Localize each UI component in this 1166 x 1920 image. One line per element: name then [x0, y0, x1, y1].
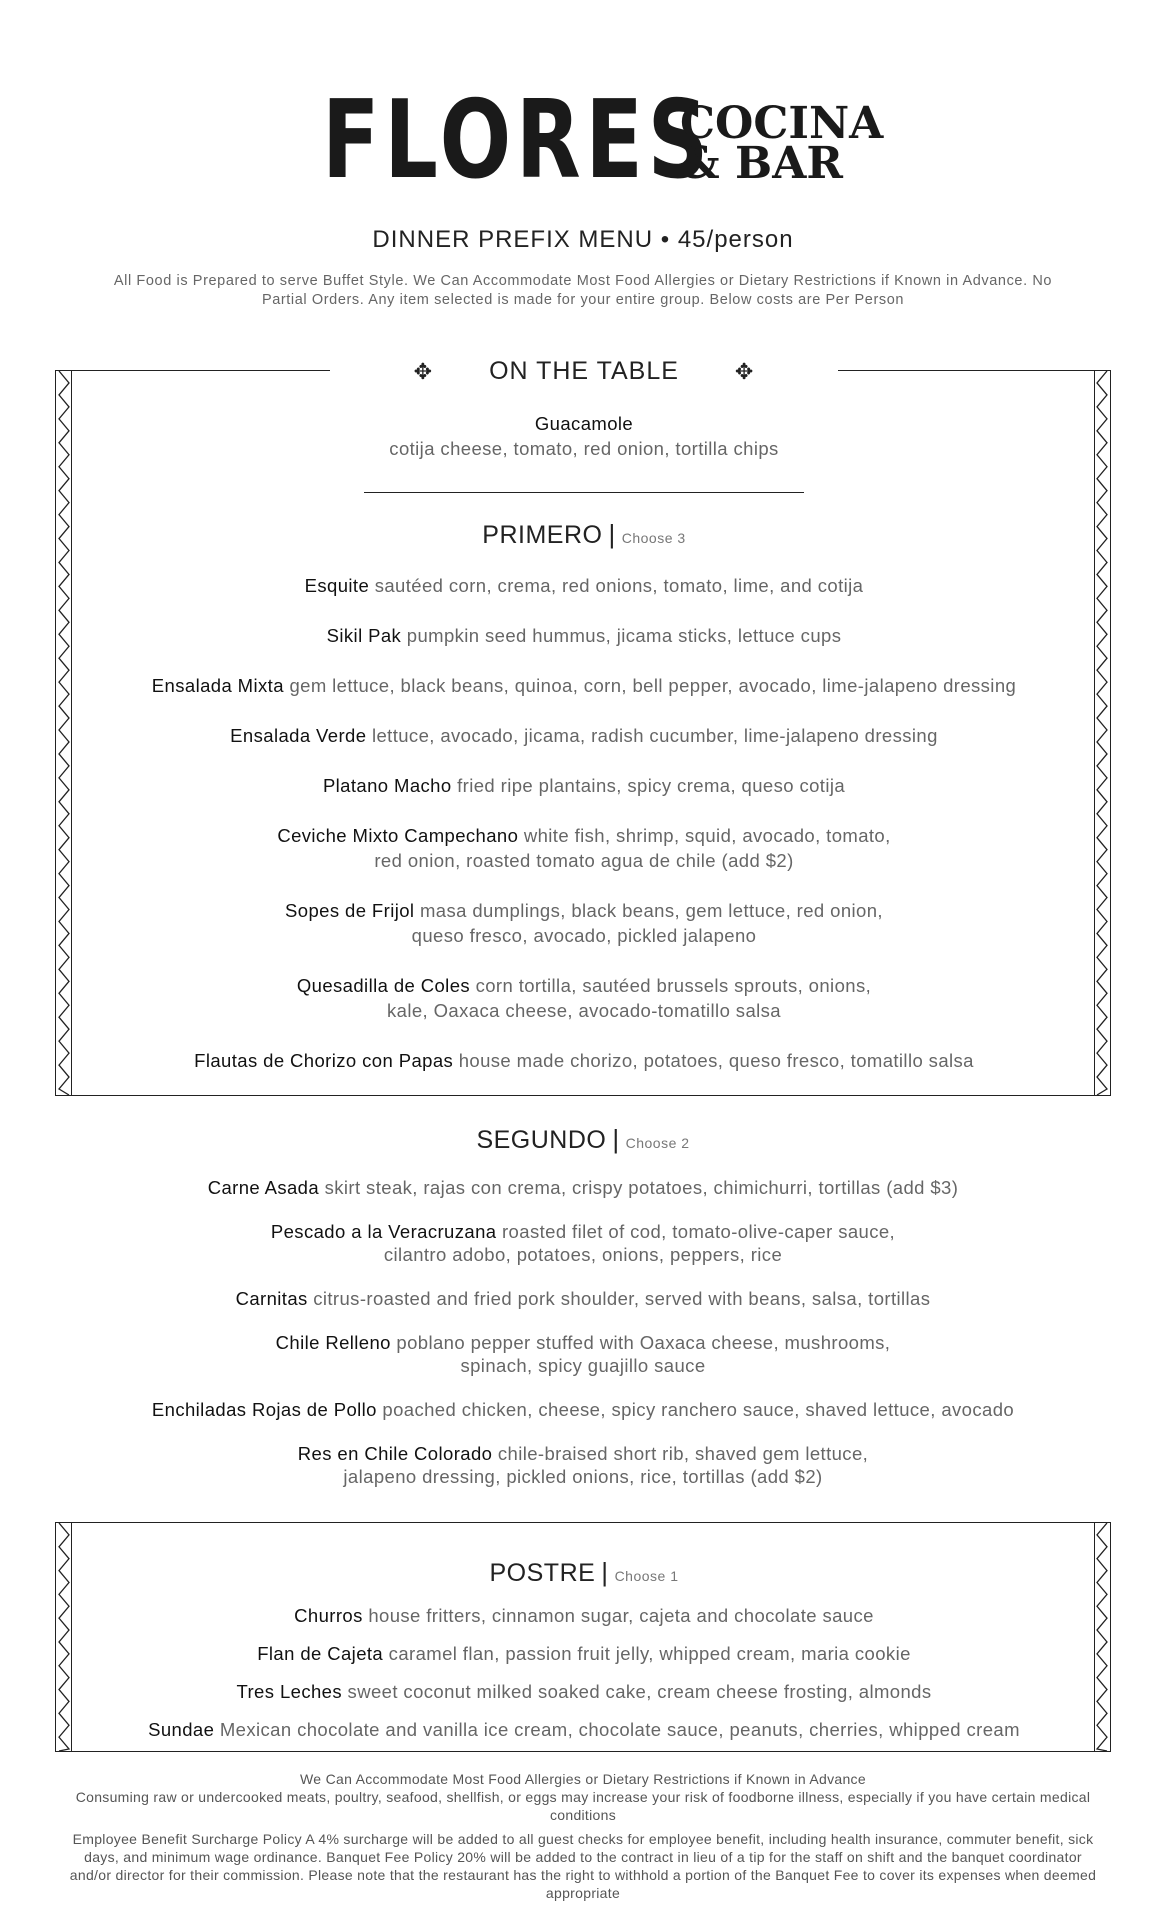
menu-item-name: Ceviche Mixto Campechano: [277, 825, 519, 846]
menu-item-description: Mexican chocolate and vanilla ice cream, chocolate sauce, peanuts, cherries, whipped cream: [219, 1719, 1020, 1740]
menu-item-description: lettuce, avocado, jicama, radish cucumber, lime-jalapeno dressing: [371, 725, 938, 746]
menu-item-description: skirt steak, rajas con crema, crispy potatoes, chimichurri, tortillas (add $3): [324, 1177, 959, 1198]
menu-item: [56, 723, 1112, 748]
postre-choose: Choose 1: [614, 1568, 679, 1584]
section-title-on-the-table: ON THE TABLE: [489, 357, 679, 385]
surcharge-policy-note: Employee Benefit Surcharge Policy A 4% surcharge will be added to all guest checks for employee benefit, including health insurance, commuter benefit, sick days, and minimum wage ordinance. Banquet Fee Policy 20% will be added to the contract in lieu of a tip for the staff on shift and the banquet coordinator and/or director for their commission. Please note that the restaurant has the right to withhold a portion of the Banquet Fee to cover its expenses when deemed appropriate: [69, 1831, 1097, 1901]
menu-item-name: Flan de Cajeta: [257, 1643, 384, 1664]
menu-item: [55, 1397, 1111, 1422]
menu-item-description-cont: spinach, spicy guajillo sauce: [460, 1355, 706, 1376]
menu-item: [56, 973, 1112, 1023]
segundo-choose: Choose 2: [625, 1135, 690, 1151]
menu-item-name: Quesadilla de Coles: [296, 975, 471, 996]
menu-item-name: Churros: [294, 1605, 363, 1626]
allergy-note: We Can Accommodate Most Food Allergies or Dietary Restrictions if Known in Advance: [300, 1771, 866, 1787]
primero-title: PRIMERO: [482, 521, 603, 549]
menu-item-description-cont: kale, Oaxaca cheese, avocado-tomatillo salsa: [387, 1000, 781, 1021]
menu-item-name: Platano Macho: [322, 775, 452, 796]
segundo-title: SEGUNDO: [476, 1126, 607, 1154]
menu-item-description-cont: jalapeno dressing, pickled onions, rice, tortillas (add $2): [343, 1466, 823, 1487]
menu-item-name: Res en Chile Colorado: [297, 1443, 493, 1464]
menu-item-description: corn tortilla, sautéed brussels sprouts, onions,: [475, 975, 872, 996]
menu-item-description: house fritters, cinnamon sugar, cajeta and chocolate sauce: [368, 1605, 874, 1626]
menu-item-description-cont: red onion, roasted tomato agua de chile (add $2): [374, 850, 794, 871]
menu-item-description: chile-braised short rib, shaved gem lettuce,: [497, 1443, 869, 1464]
menu-item: [56, 898, 1112, 948]
menu-item: [56, 1641, 1112, 1666]
menu-item: [55, 1220, 1111, 1266]
menu-item-name: Flautas de Chorizo con Papas: [194, 1050, 454, 1071]
menu-item-description: caramel flan, passion fruit jelly, whipped cream, maria cookie: [388, 1643, 911, 1664]
menu-item-description: poblano pepper stuffed with Oaxaca cheese, mushrooms,: [396, 1332, 891, 1353]
menu-item-name: Carnitas: [235, 1288, 308, 1309]
menu-item-description-cont: queso fresco, avocado, pickled jalapeno: [411, 925, 757, 946]
menu-item: [56, 1679, 1112, 1704]
menu-item: [56, 773, 1112, 798]
menu-item-description: sautéed corn, crema, red onions, tomato, lime, and cotija: [374, 575, 864, 596]
primero-choose: Choose 3: [621, 530, 686, 546]
menu-item: [56, 1717, 1112, 1742]
menu-item: [55, 1175, 1111, 1200]
menu-title: DINNER PREFIX MENU • 45/person: [372, 226, 794, 253]
menu-item-description: masa dumplings, black beans, gem lettuce, red onion,: [419, 900, 883, 921]
menu-item-description: citrus-roasted and fried pork shoulder, served with beans, salsa, tortillas: [313, 1288, 931, 1309]
menu-item-name: Ensalada Verde: [230, 725, 367, 746]
menu-item: [56, 673, 1112, 698]
logo-wordmark: FLORES: [322, 78, 713, 203]
menu-item-name: Sikil Pak: [326, 625, 402, 646]
menu-item: [56, 1048, 1112, 1073]
menu-item: [55, 1442, 1111, 1488]
postre-heading: POSTRE | Choose 1: [489, 1557, 679, 1587]
menu-item-name: Carne Asada: [207, 1177, 320, 1198]
menu-item-name: Tres Leches: [236, 1681, 342, 1702]
menu-item-description: white fish, shrimp, squid, avocado, tomato,: [523, 825, 891, 846]
menu-item-description: house made chorizo, potatoes, queso fresco, tomatillo salsa: [458, 1050, 974, 1071]
menu-item-description: roasted filet of cod, tomato-olive-caper sauce,: [502, 1221, 896, 1242]
menu-item-name: Sopes de Frijol: [285, 900, 415, 921]
menu-item: [56, 573, 1112, 598]
menu-item-name: Enchiladas Rojas de Pollo: [151, 1399, 377, 1420]
menu-item: [56, 623, 1112, 648]
section-divider: [364, 492, 804, 493]
guacamole-name: Guacamole: [534, 413, 634, 434]
menu-item-name: Sundae: [148, 1719, 215, 1740]
foodborne-illness-note: Consuming raw or undercooked meats, poultry, seafood, shellfish, or eggs may increase your risk of foodborne illness, especially if you have certain medical conditions: [75, 1789, 1091, 1823]
menu-item-name: Esquite: [304, 575, 370, 596]
logo-sub-line-2: & BAR: [680, 138, 843, 189]
menu-intro: All Food is Prepared to serve Buffet Style. We Can Accommodate Most Food Allergies or Dietary Restrictions if Known in Advance. No Partial Orders. Any item selected is made for your entire group. Below costs are Per Person: [113, 273, 1053, 308]
menu-item-description: fried ripe plantains, spicy crema, queso cotija: [457, 775, 846, 796]
menu-item: [56, 1603, 1112, 1628]
menu-item-name: Pescado a la Veracruzana: [270, 1221, 497, 1242]
footer-notes: [65, 1770, 1101, 1902]
menu-item-description-cont: cilantro adobo, potatoes, onions, peppers, rice: [383, 1244, 783, 1265]
menu-item-name: Chile Relleno: [275, 1332, 391, 1353]
guacamole-description: cotija cheese, tomato, red onion, tortilla chips: [389, 438, 779, 459]
menu-item-description: sweet coconut milked soaked cake, cream cheese frosting, almonds: [347, 1681, 932, 1702]
menu-item: [55, 1331, 1111, 1377]
restaurant-logo: [0, 78, 1166, 203]
logo-sub-line-1: COCINA: [680, 98, 884, 149]
on-the-table-header: [56, 351, 1112, 391]
menu-item: [56, 823, 1112, 873]
table-and-primero-box: [55, 357, 1111, 1096]
menu-item: [55, 1286, 1111, 1311]
postre-box: [55, 1522, 1111, 1752]
menu-item-name: Ensalada Mixta: [151, 675, 284, 696]
primero-heading: PRIMERO | Choose 3: [482, 519, 686, 549]
fleuron-right-icon: ✥: [734, 359, 755, 384]
menu-item-description: pumpkin seed hummus, jicama sticks, lettuce cups: [406, 625, 842, 646]
logo-subtitle: [680, 98, 884, 189]
menu-item-description: gem lettuce, black beans, quinoa, corn, bell pepper, avocado, lime-jalapeno dressing: [289, 675, 1017, 696]
menu-item-description: poached chicken, cheese, spicy ranchero sauce, shaved lettuce, avocado: [382, 1399, 1015, 1420]
segundo-heading: SEGUNDO | Choose 2: [476, 1124, 690, 1154]
postre-title: POSTRE: [489, 1559, 596, 1587]
fleuron-left-icon: ✥: [413, 359, 434, 384]
